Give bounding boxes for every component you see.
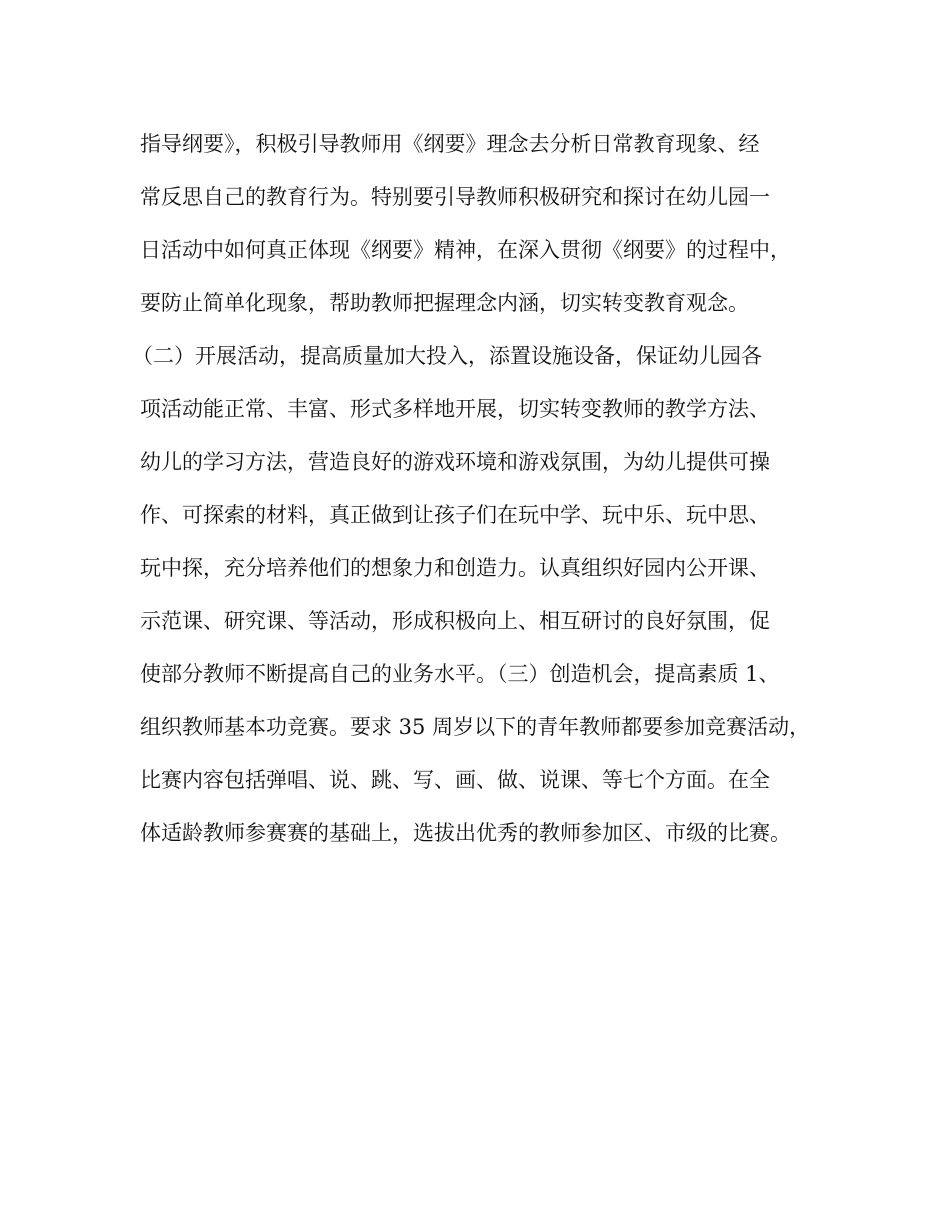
text-line: 体适龄教师参赛赛的基础上，选拔出优秀的教师参加区、市级的比赛。 [140, 821, 791, 845]
text-line: 项活动能正常、丰富、形式多样地开展，切实转变教师的教学方法、 [140, 397, 770, 421]
body-text [132, 118, 820, 860]
text-line: 作、可探索的材料，真正做到让孩子们在玩中学、玩中乐、玩中思、 [140, 503, 770, 527]
text-line: 日活动中如何真正体现《纲要》精神，在深入贯彻《纲要》的过程中， [140, 238, 791, 262]
text-line: 常反思自己的教育行为。特别要引导教师积极研究和探讨在幼儿园一 [140, 185, 770, 209]
text-line: 指导纲要》，积极引导教师用《纲要》理念去分析日常教育现象、经 [140, 132, 760, 156]
text-line: 比赛内容包括弹唱、说、跳、写、画、做、说课、等七个方面。在全 [140, 768, 770, 792]
text-line: 玩中探，充分培养他们的想象力和创造力。认真组织好园内公开课、 [140, 556, 770, 580]
text-line: 示范课、研究课、等活动，形成积极向上、相互研讨的良好氛围，促 [140, 609, 770, 633]
section-heading-line: （二）开展活动，提高质量加大投入，添置设施设备，保证幼儿园各 [132, 344, 762, 368]
text-line: 幼儿的学习方法，营造良好的游戏环境和游戏氛围，为幼儿提供可操 [140, 450, 770, 474]
text-line: 组织教师基本功竞赛。要求 35 周岁以下的青年教师都要参加竞赛活动， [140, 715, 811, 739]
text-line: 要防止简单化现象，帮助教师把握理念内涵，切实转变教育观念。 [140, 291, 749, 315]
text-line: 使部分教师不断提高自己的业务水平。（三）创造机会，提高素质 1、 [140, 662, 780, 686]
